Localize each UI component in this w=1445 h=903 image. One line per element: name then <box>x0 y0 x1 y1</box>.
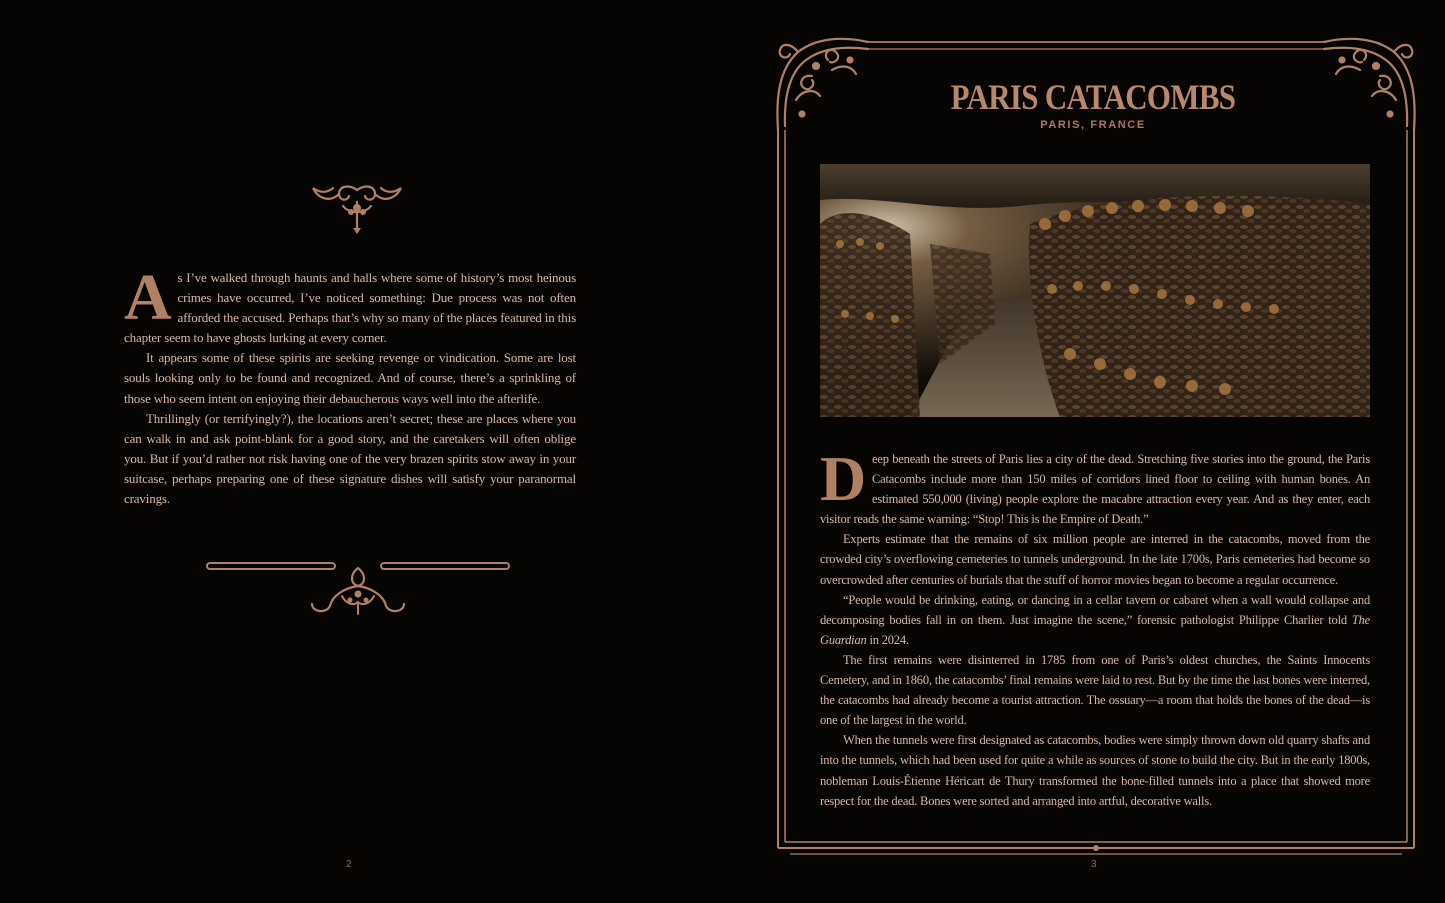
page-number-right: 3 <box>1091 859 1097 870</box>
drop-cap: D <box>820 443 867 514</box>
intro-paragraph-1 <box>124 261 576 348</box>
drop-cap: A <box>124 261 172 334</box>
intro-text <box>124 261 576 509</box>
quote-year-text: in 2024. <box>866 632 909 647</box>
page-number-left: 2 <box>346 859 352 870</box>
article-paragraph-4: The first remains were disinterred in 1785 from one of Paris’s oldest churches, the Saints Innocents Cemetery, and in 1860, the catacombs’ final remains were laid to rest. But by the time the last bones were interred, the catacombs had already become a tourist attraction. The ossuary—a room that holds the bones of the dead—is one of the largest in the world. <box>820 652 1370 728</box>
intro-paragraph-2: It appears some of these spirits are seeking revenge or vindication. Some are lost souls looking only to be found and recognized. And of course, there’s a sprinkling of those who seem intent on enjoying their debaucherous ways well into the afterlife. <box>124 350 576 406</box>
article-paragraph-2: Experts estimate that the remains of six million people are interred in the catacombs, moved from the crowded city’s overflowing cemeteries to tunnels underground. In the late 1700s, Paris cemeteries had become so overcrowded after centuries of burials that the stuff of horror movies began to become a regular occurrence. <box>820 532 1370 587</box>
quote-text: “People would be drinking, eating, or dancing in a cellar tavern or cabaret when a wall would collapse and decomposing bodies fall in on them. Just imagine the scene,” forensic pathologist Philippe Charlier told <box>820 592 1370 627</box>
catacombs-image <box>820 164 1370 417</box>
article-paragraph-1-text: eep beneath the streets of Paris lies a city of the dead. Stretching five stories into the ground, the Paris Catacombs include more than 150 miles of corridors lined floor to ceiling with human bones. An estimated 550,000 (living) people explore the macabre attraction every year. And as they enter, each visitor reads the same warning: “Stop! This is the Empire of Death.” <box>820 452 1370 527</box>
intro-paragraph-1-text: s I’ve walked through haunts and halls where some of history’s most heinous crimes have occurred, I’ve noticed something: Due process was not often afforded the accused. Perhaps that’s why so many of the places featured in this chapter seem to have ghosts lurking at every corner. <box>124 270 576 346</box>
article-paragraph-1 <box>820 443 1370 529</box>
article-paragraph-5: When the tunnels were first designated as catacombs, bodies were simply thrown down old quarry shafts and into the tunnels, which had been used for quite a while as sources of stone to build the city. But in the early 1800s, nobleman Louis-Étienne Héricart de Thury transformed the bone-filled tunnels into a place that showed more respect for the dead. Bones were sorted and arranged into artful, decorative walls. <box>820 733 1370 808</box>
publication-name: The Guardian <box>820 612 1370 647</box>
left-page <box>0 0 722 903</box>
right-page <box>722 0 1445 903</box>
page-title: PARIS CATACOMBS <box>950 77 1236 117</box>
article-paragraph-3 <box>820 590 1370 650</box>
ornamental-flourish-icon <box>309 180 405 236</box>
page-subtitle: PARIS, FRANCE <box>1040 119 1146 131</box>
scroll-divider-icon <box>204 556 512 618</box>
intro-paragraph-3: Thrillingly (or terrifyingly?), the locations aren’t secret; these are places where you can walk in and ask point-blank for a good story, and the caretakers will often oblige you. But if you’d rather not risk having one of the very brazen spirits stow away in your suitcase, perhaps preparing one of these signature dishes will satisfy your paranormal cravings. <box>124 410 576 507</box>
catacombs-photo <box>820 164 1370 417</box>
article-text <box>820 443 1370 811</box>
